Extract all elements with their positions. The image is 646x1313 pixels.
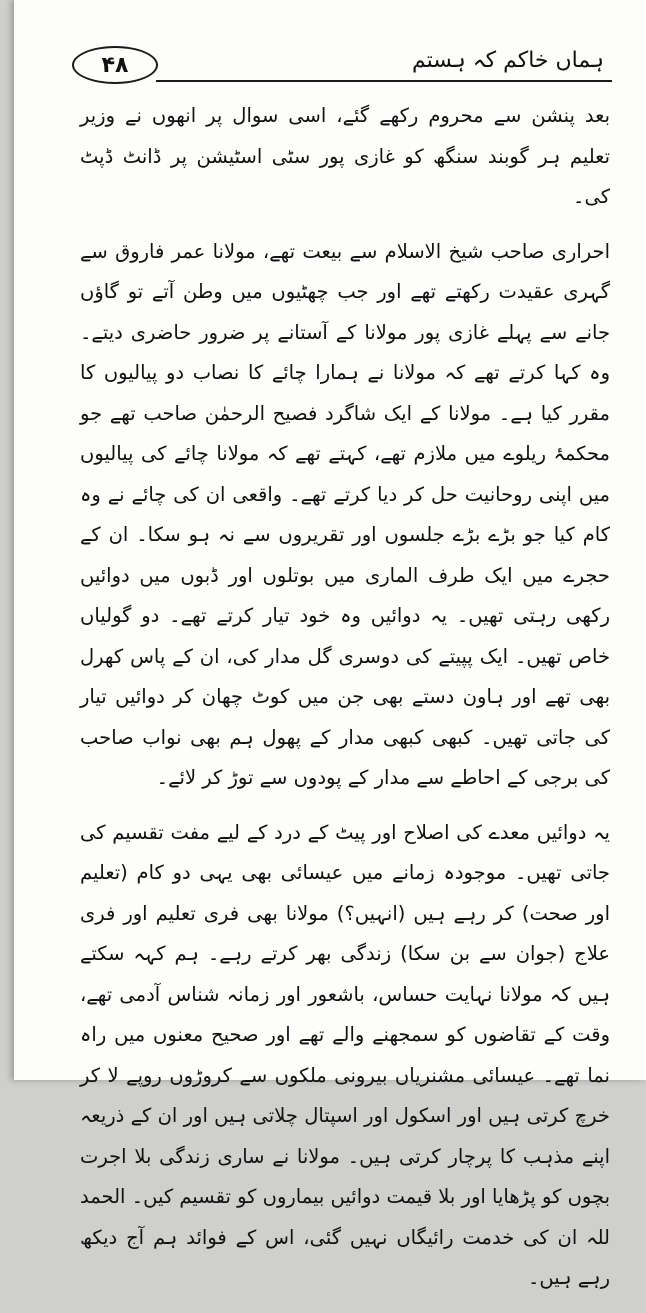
book-page bbox=[14, 0, 646, 1289]
paragraph: یہ دوائیں معدے کی اصلاح اور پیٹ کے درد کے لیے مفت تقسیم کی جاتی تھیں۔ موجودہ زمانے میں عیسائی بھی یہی دو کام (تعلیم اور صحت) کر رہے ہیں (انہیں؟) مولانا بھی فری تعلیم اور فری علاج (جوان سے بن سکا) زندگی بھر کرتے رہے۔ ہم کہہ سکتے ہیں کہ مولانا نہایت حساس، باشعور اور زمانہ شناس آدمی تھے، وقت کے تقاضوں کو سمجھنے والے تھے اور صحیح معنوں میں راہ نما تھے۔ عیسائی مشنریاں بیرونی ملکوں سے کروڑوں روپے لا کر خرچ کرتی ہیں اور اسکول اور اسپتال چلاتی ہیں اور ان کے ذریعہ اپنے مذہب کا پرچار کرتی ہیں۔ مولانا نے ساری زندگی بلا اجرت بچوں کو پڑھایا اور بلا قیمت دوائیں بیماروں کو تقسیم کیں۔ الحمد للہ ان کی خدمت رائیگاں نہیں گئی، اس کے فوائد ہم آج دیکھ رہے ہیں۔ bbox=[80, 820, 610, 1289]
running-title: ہماں خاکم کہ ہستم bbox=[411, 48, 604, 73]
body-text bbox=[80, 96, 610, 1313]
header-rule bbox=[156, 80, 612, 82]
page-number: ۴۸ bbox=[72, 46, 158, 84]
paragraph: بعد پنشن سے محروم رکھے گئے، اسی سوال پر انھوں نے وزیر تعلیم ہر گوبند سنگھ کو غازی پور سٹی اسٹیشن پر ڈانٹ ڈپٹ کی۔ bbox=[80, 104, 610, 208]
page-header bbox=[72, 44, 612, 88]
paragraph: احراری صاحب شیخ الاسلام سے بیعت تھے، مولانا عمر فاروق سے گہری عقیدت رکھتے تھے اور جب چھٹیوں میں وطن آتے تو گاؤں جانے سے پہلے غازی پور مولانا کے آستانے پر ضرور حاضری دیتے۔ وہ کہا کرتے تھے کہ مولانا نے ہمارا چائے کا نصاب دو پیالیوں کا مقرر کیا ہے۔ مولانا کے ایک شاگرد فصیح الرحمٰن صاحب تھے جو محکمۂ ریلوے میں ملازم تھے، کہتے تھے کہ مولانا چائے کی پیالیوں میں اپنی روحانیت حل کر دیا کرتے تھے۔ واقعی ان کی چائے نے وہ کام کیا جو بڑے بڑے جلسوں اور تقریروں سے نہ ہو سکا۔ ان کے حجرے میں ایک طرف الماری میں بوتلوں اور ڈبوں میں دوائیں رکھی رہتی تھیں۔ یہ دوائیں وہ خود تیار کرتے تھے۔ دو گولیاں خاص تھیں۔ ایک پپیتے کی دوسری گل مدار کی، ان کے پاس کھرل بھی تھے اور ہاون دستے بھی جن میں کوٹ چھان کر دوائیں تیار کی جاتی تھیں۔ کبھی کبھی مدار کے پھول ہم بھی نواب صاحب کی برجی کے احاطے سے مدار کے پودوں سے توڑ کر لائے۔ bbox=[80, 239, 610, 789]
